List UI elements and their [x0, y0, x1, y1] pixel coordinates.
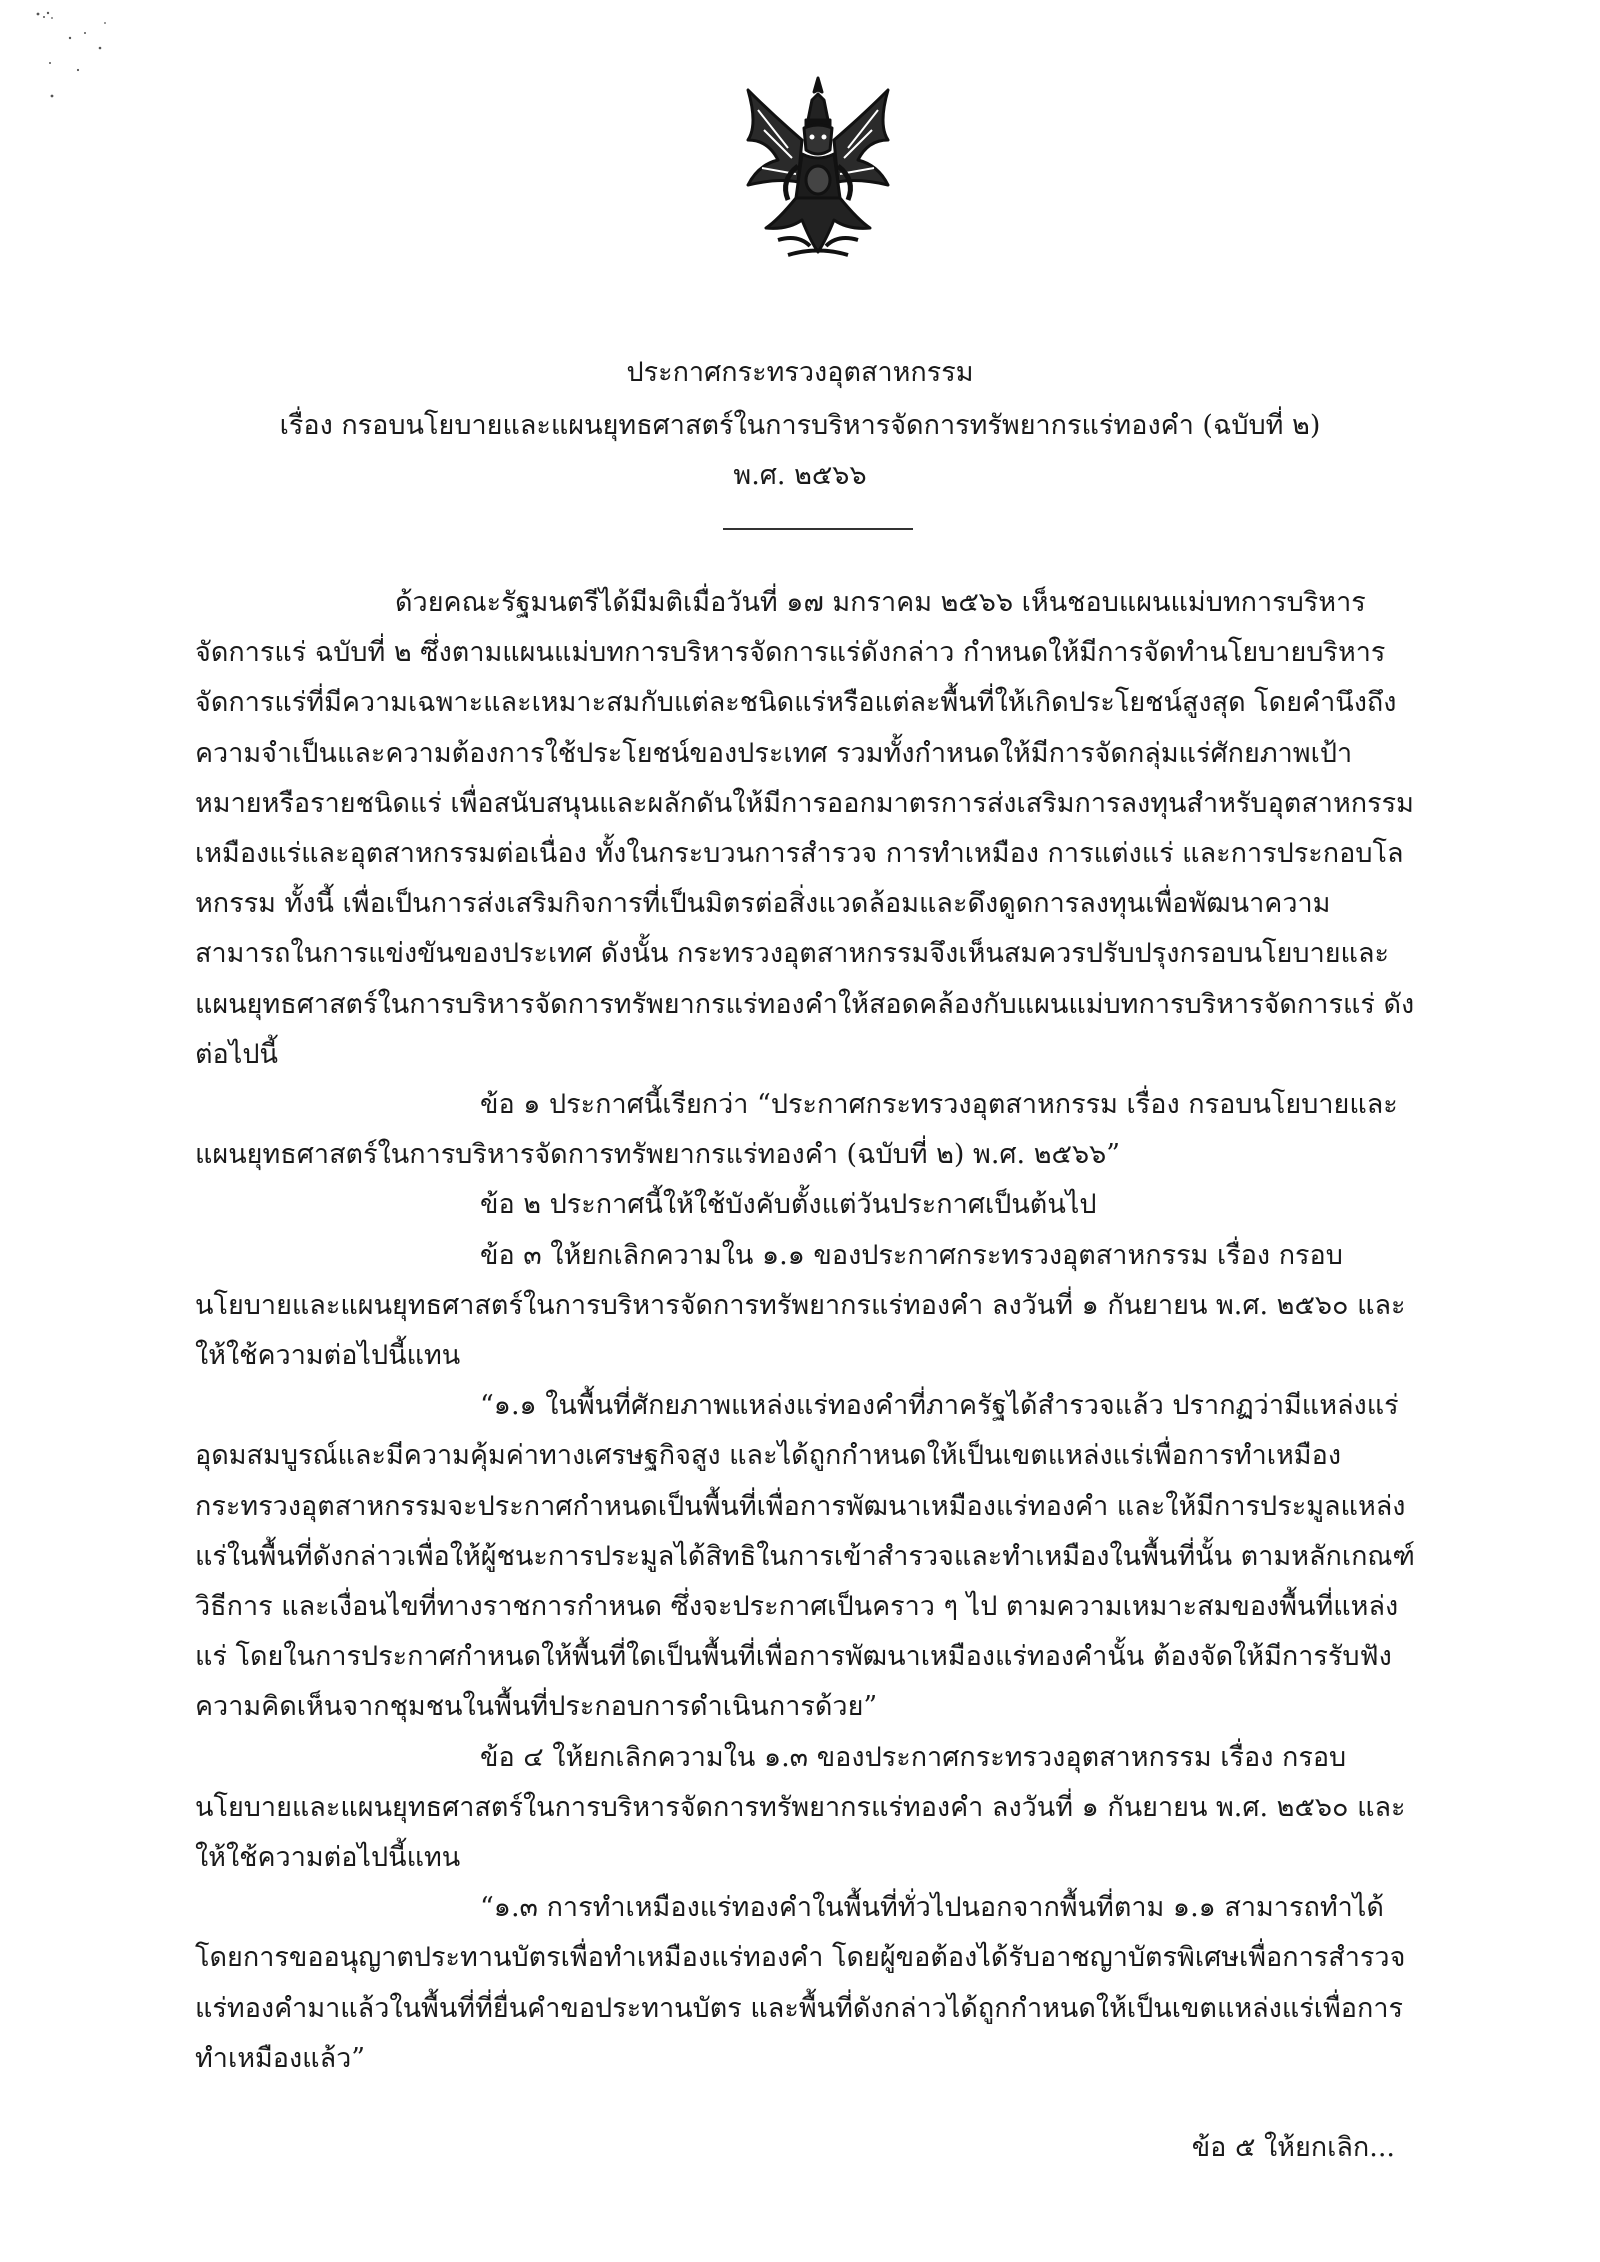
- clause-2: ข้อ ๒ ประกาศนี้ให้ใช้บังคับตั้งแต่วันประกาศเป็นต้นไป: [480, 1189, 1097, 1221]
- document-body: [195, 578, 1415, 2084]
- page-title: ประกาศกระทรวงอุตสาหกรรม: [626, 357, 974, 388]
- clause-3: ข้อ ๓ ให้ยกเลิกความใน ๑.๑ ของประกาศกระทรวงอุตสาหกรรม เรื่อง กรอบนโยบายและแผนยุทธศาสตร์ในการบริหารจัดการทรัพยากรแร่ทองคำ ลงวันที่ ๑ กันยายน พ.ศ. ๒๕๖๐ และให้ใช้ความต่อไปนี้แทน: [195, 1239, 1406, 1372]
- header-divider: [723, 528, 913, 530]
- preamble-paragraph: ด้วยคณะรัฐมนตรีได้มีมติเมื่อวันที่ ๑๗ มกราคม ๒๕๖๖ เห็นชอบแผนแม่บทการบริหารจัดการแร่ ฉบับที่ ๒ ซึ่งตามแผนแม่บทการบริหารจัดการแร่ดังกล่าว กำหนดให้มีการจัดทำนโยบายบริหารจัดการแร่ที่มีความเฉพาะและเหมาะสมกับแต่ละชนิดแร่หรือแต่ละพื้นที่ให้เกิดประโยชน์สูงสุด โดยคำนึงถึงความจำเป็นและความต้องการใช้ประโยชน์ของประเทศ รวมทั้งกำหนดให้มีการจัดกลุ่มแร่ศักยภาพเป้าหมายหรือรายชนิดแร่ เพื่อสนับสนุนและผลักดันให้มีการออกมาตรการส่งเสริมการลงทุนสำหรับอุตสาหกรรมเหมืองแร่และอุตสาหกรรมต่อเนื่อง ทั้งในกระบวนการสำรวจ การทำเหมือง การแต่งแร่ และการประกอบโลหกรรม ทั้งนี้ เพื่อเป็นการส่งเสริมกิจการที่เป็นมิตรต่อสิ่งแวดล้อมและดึงดูดการลงทุนเพื่อพัฒนาความสามารถในการแข่งขันของประเทศ ดังนั้น กระทรวงอุตสาหกรรมจึงเห็นสมควรปรับปรุงกรอบนโยบายและแผนยุทธศาสตร์ในการบริหารจัดการทรัพยากรแร่ทองคำให้สอดคล้องกับแผนแม่บทการบริหารจัดการแร่ ดังต่อไปนี้: [195, 587, 1415, 1070]
- clause-4: ข้อ ๔ ให้ยกเลิกความใน ๑.๓ ของประกาศกระทรวงอุตสาหกรรม เรื่อง กรอบนโยบายและแผนยุทธศาสตร์ในการบริหารจัดการทรัพยากรแร่ทองคำ ลงวันที่ ๑ กันยายน พ.ศ. ๒๕๖๐ และให้ใช้ความต่อไปนี้แทน: [195, 1741, 1406, 1874]
- garuda-emblem: [718, 70, 918, 270]
- garuda-icon: [718, 70, 918, 270]
- year-line: พ.ศ. ๒๕๖๖: [733, 460, 867, 491]
- subject-line: เรื่อง กรอบนโยบายและแผนยุทธศาสตร์ในการบริหารจัดการทรัพยากรแร่ทองคำ (ฉบับที่ ๒): [279, 410, 1321, 441]
- clause-3-quote: “๑.๑ ในพื้นที่ศักยภาพแหล่งแร่ทองคำที่ภาครัฐได้สำรวจแล้ว ปรากฏว่ามีแหล่งแร่อุดมสมบูรณ์และมีความคุ้มค่าทางเศรษฐกิจสูง และได้ถูกกำหนดให้เป็นเขตแหล่งแร่เพื่อการทำเหมือง กระทรวงอุตสาหกรรมจะประกาศกำหนดเป็นพื้นที่เพื่อการพัฒนาเหมืองแร่ทองคำ และให้มีการประมูลแหล่งแร่ในพื้นที่ดังกล่าวเพื่อให้ผู้ชนะการประมูลได้สิทธิในการเข้าสำรวจและทำเหมืองในพื้นที่นั้น ตามหลักเกณฑ์ วิธีการ และเงื่อนไขที่ทางราชการกำหนด ซึ่งจะประกาศเป็นคราว ๆ ไป ตามความเหมาะสมของพื้นที่แหล่งแร่ โดยในการประกาศกำหนดให้พื้นที่ใดเป็นพื้นที่เพื่อการพัฒนาเหมืองแร่ทองคำนั้น ต้องจัดให้มีการรับฟังความคิดเห็นจากชุมชนในพื้นที่ประกอบการดำเนินการด้วย”: [195, 1390, 1415, 1723]
- clause-4-quote: “๑.๓ การทำเหมืองแร่ทองคำในพื้นที่ทั่วไปนอกจากพื้นที่ตาม ๑.๑ สามารถทำได้โดยการขออนุญาตประทานบัตรเพื่อทำเหมืองแร่ทองคำ โดยผู้ขอต้องได้รับอาชญาบัตรพิเศษเพื่อการสำรวจแร่ทองคำมาแล้วในพื้นที่ที่ยื่นคำขอประทานบัตร และพื้นที่ดังกล่าวได้ถูกกำหนดให้เป็นเขตแหล่งแร่เพื่อการทำเหมืองแล้ว”: [195, 1892, 1406, 2074]
- clause-1: ข้อ ๑ ประกาศนี้เรียกว่า “ประกาศกระทรวงอุตสาหกรรม เรื่อง กรอบนโยบายและแผนยุทธศาสตร์ในการบริหารจัดการทรัพยากรแร่ทองคำ (ฉบับที่ ๒) พ.ศ. ๒๕๖๖”: [195, 1089, 1398, 1171]
- scan-specks: [30, 8, 170, 148]
- continuation-marker: ข้อ ๕ ให้ยกเลิก...: [1191, 2132, 1395, 2163]
